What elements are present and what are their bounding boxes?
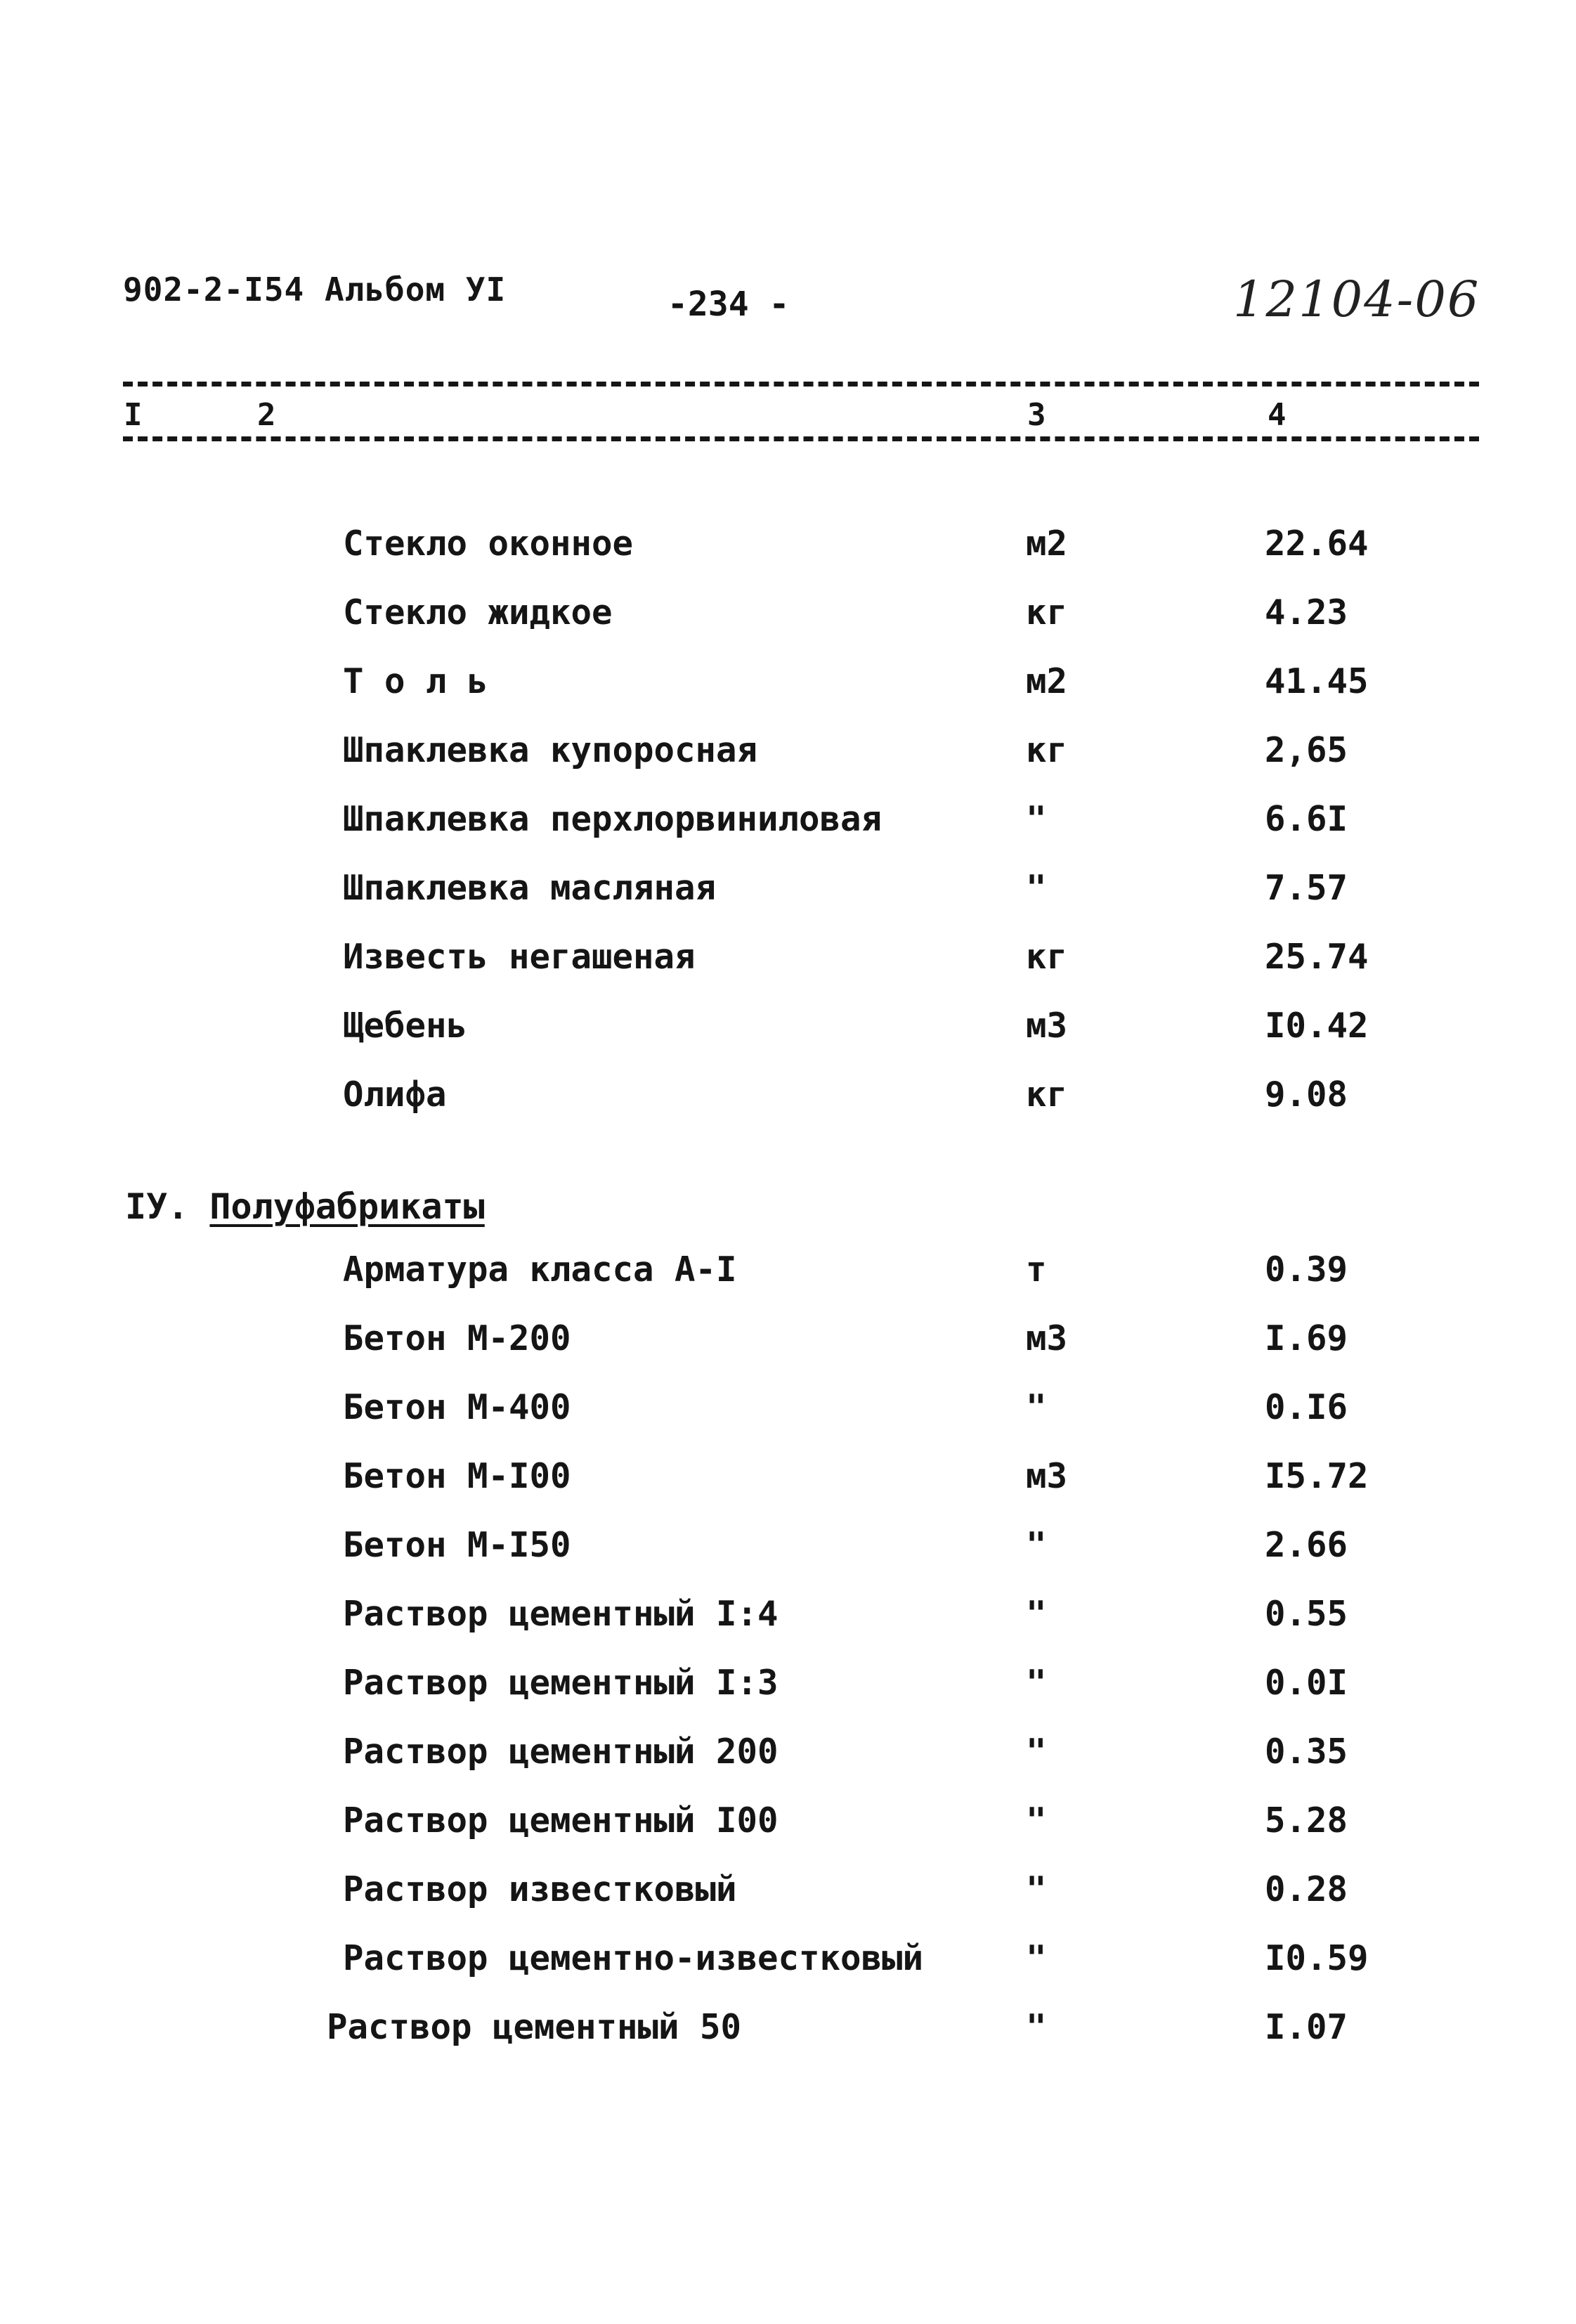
section-heading [125,1186,513,1227]
material-unit: " [1026,2007,1047,2047]
material-unit: " [1026,868,1047,908]
page-header [0,271,1576,334]
material-quantity: I0.42 [1265,1006,1369,1046]
dashed-rule-bottom [123,436,1479,441]
material-unit: м3 [1026,1006,1068,1046]
material-quantity: 25.74 [1265,937,1369,977]
material-unit: м2 [1026,524,1068,564]
material-name: Бетон М-200 [343,1318,571,1358]
material-unit: " [1026,1938,1047,1978]
table-row [0,592,1576,656]
material-name: Шпаклевка купоросная [343,730,758,770]
table-row [0,661,1576,725]
material-name: Стекло оконное [343,524,634,564]
material-unit: " [1026,1663,1047,1703]
table-row [0,524,1576,587]
material-name: Раствор известковый [343,1869,737,1909]
material-quantity: I.69 [1265,1318,1348,1358]
material-unit: м3 [1026,1318,1068,1358]
column-header-1: I [121,397,145,434]
material-name: Раствор цементный I:3 [343,1663,779,1703]
section-number: IУ. [125,1186,189,1227]
material-name: Раствор цементный I00 [343,1800,779,1841]
dashed-rule-top [123,382,1479,387]
material-quantity: 0.55 [1265,1594,1348,1634]
material-quantity: 0.28 [1265,1869,1348,1909]
table-row [0,1456,1576,1519]
material-unit: кг [1026,730,1068,770]
material-unit: " [1026,1732,1047,1772]
table-row [0,1800,1576,1864]
table-row [0,1869,1576,1933]
material-name: Бетон М-400 [343,1387,571,1427]
material-name: Щебень [343,1006,468,1046]
material-name: Раствор цементный I:4 [343,1594,779,1634]
material-unit: м3 [1026,1456,1068,1496]
material-unit: " [1026,1869,1047,1909]
table-row [0,868,1576,931]
material-unit: " [1026,1387,1047,1427]
material-quantity: 5.28 [1265,1800,1348,1841]
material-unit: " [1026,1800,1047,1841]
handwritten-number: 12104-06 [1233,271,1480,328]
material-quantity: 0.35 [1265,1732,1348,1772]
material-quantity: 9.08 [1265,1075,1348,1115]
material-unit: м2 [1026,661,1068,701]
column-header-3: 3 [1024,397,1049,434]
material-name: Олифа [343,1075,447,1115]
material-name: Раствор цементный 50 [327,2007,742,2047]
material-unit: " [1026,799,1047,839]
material-quantity: 4.23 [1265,592,1348,632]
material-unit: т [1026,1249,1047,1290]
material-quantity: 6.6I [1265,799,1348,839]
column-header-2: 2 [254,397,279,434]
material-unit: кг [1026,1075,1068,1115]
table-row [0,1732,1576,1795]
material-name: Раствор цементный 200 [343,1732,779,1772]
table-row [0,937,1576,1000]
table-row [0,1006,1576,1069]
material-name: Арматура класса А-I [343,1249,737,1290]
table-row [0,1075,1576,1138]
column-header-4: 4 [1265,397,1289,434]
table-row [0,1938,1576,2001]
material-name: Шпаклевка перхлорвиниловая [343,799,883,839]
table-row [0,799,1576,862]
section-title: Полуфабрикаты [209,1186,485,1227]
table-row [0,1249,1576,1313]
table-row [0,1525,1576,1588]
material-name: Стекло жидкое [343,592,613,632]
table-row [0,1387,1576,1450]
material-name: Т о л ь [343,661,488,701]
material-unit: " [1026,1594,1047,1634]
material-quantity: 0.I6 [1265,1387,1348,1427]
material-quantity: I5.72 [1265,1456,1369,1496]
document-code: 902-2-I54 Альбом УІ [123,271,507,309]
material-quantity: 2,65 [1265,730,1348,770]
page-number: -234 - [667,285,790,324]
material-name: Известь негашеная [343,937,696,977]
material-quantity: 0.39 [1265,1249,1348,1290]
material-quantity: 22.64 [1265,524,1369,564]
material-quantity: 0.0I [1265,1663,1348,1703]
table-row [0,2007,1576,2070]
material-quantity: 2.66 [1265,1525,1348,1565]
material-name: Раствор цементно-известковый [343,1938,924,1978]
material-name: Бетон М-I50 [343,1525,571,1565]
material-quantity: 7.57 [1265,868,1348,908]
material-unit: кг [1026,592,1068,632]
table-row [0,730,1576,793]
material-name: Шпаклевка масляная [343,868,717,908]
material-unit: кг [1026,937,1068,977]
material-unit: " [1026,1525,1047,1565]
material-quantity: I.07 [1265,2007,1348,2047]
material-name: Бетон М-I00 [343,1456,571,1496]
material-quantity: I0.59 [1265,1938,1369,1978]
material-quantity: 41.45 [1265,661,1369,701]
table-row [0,1663,1576,1726]
table-row [0,1318,1576,1382]
table-row [0,1594,1576,1657]
